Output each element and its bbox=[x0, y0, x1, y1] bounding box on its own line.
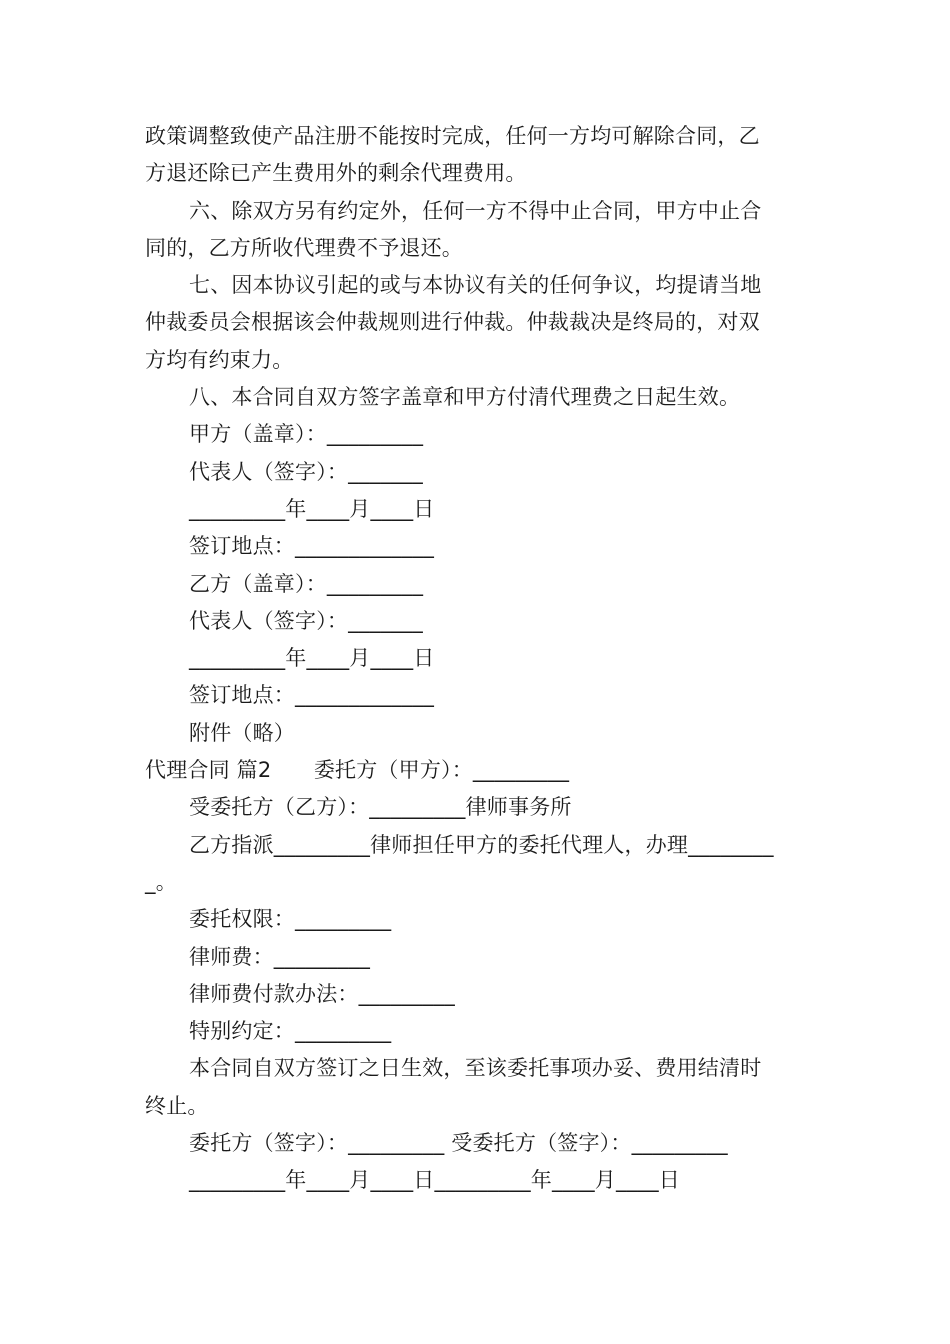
party-a-seal-field: 甲方（盖章）：_________ bbox=[189, 422, 424, 447]
paragraph-line: 同的，乙方所收代理费不予退还。 bbox=[145, 235, 463, 260]
section-heading: 代理合同 篇2 委托方（甲方）：_________ bbox=[145, 758, 570, 783]
signature-fields: 委托方（签字）：_________ 受委托方（签字）：_________ bbox=[189, 1131, 728, 1156]
paragraph-line: 方退还除已产生费用外的剩余代理费用。 bbox=[145, 161, 527, 186]
payment-method-field: 律师费付款办法：_________ bbox=[189, 981, 455, 1006]
paragraph-line: 本合同自双方签订之日生效，至该委托事项办妥、费用结清时 bbox=[189, 1056, 762, 1081]
authority-field: 委托权限：_________ bbox=[189, 907, 392, 932]
attachment-note: 附件（略） bbox=[189, 720, 295, 745]
document-page bbox=[145, 118, 810, 1200]
paragraph-line: 政策调整致使产品注册不能按时完成，任何一方均可解除合同，乙 bbox=[145, 124, 760, 148]
party-a-place-field: 签订地点：_____________ bbox=[189, 534, 435, 559]
party-a-date-field: _________年____月____日 bbox=[189, 496, 435, 521]
party-b-seal-field: 乙方（盖章）：_________ bbox=[189, 571, 424, 596]
paragraph-line: 乙方指派_________律师担任甲方的委托代理人，办理________ bbox=[189, 832, 774, 857]
signature-date-fields: _________年____月____日_________年____月____日 bbox=[189, 1168, 680, 1193]
paragraph-line: 终止。 bbox=[145, 1093, 209, 1118]
party-a-representative-field: 代表人（签字）：_______ bbox=[189, 459, 423, 484]
paragraph-line: 仲裁委员会根据该会仲裁规则进行仲裁。仲裁裁决是终局的，对双 bbox=[145, 310, 760, 335]
clause-seven: 七、因本协议引起的或与本协议有关的任何争议，均提请当地 bbox=[189, 273, 762, 298]
trustee-field: 受委托方（乙方）：_________律师事务所 bbox=[189, 795, 572, 820]
lawyer-fee-field: 律师费：_________ bbox=[189, 944, 371, 969]
paragraph-line: _。 bbox=[145, 869, 177, 894]
party-b-date-field: _________年____月____日 bbox=[189, 646, 435, 671]
party-b-place-field: 签订地点：_____________ bbox=[189, 683, 435, 708]
clause-six: 六、除双方另有约定外，任何一方不得中止合同，甲方中止合 bbox=[189, 198, 762, 223]
party-b-representative-field: 代表人（签字）：_______ bbox=[189, 608, 423, 633]
special-terms-field: 特别约定：_________ bbox=[189, 1019, 392, 1044]
clause-eight: 八、本合同自双方签字盖章和甲方付清代理费之日起生效。 bbox=[189, 385, 741, 410]
paragraph-line: 方均有约束力。 bbox=[145, 347, 294, 372]
